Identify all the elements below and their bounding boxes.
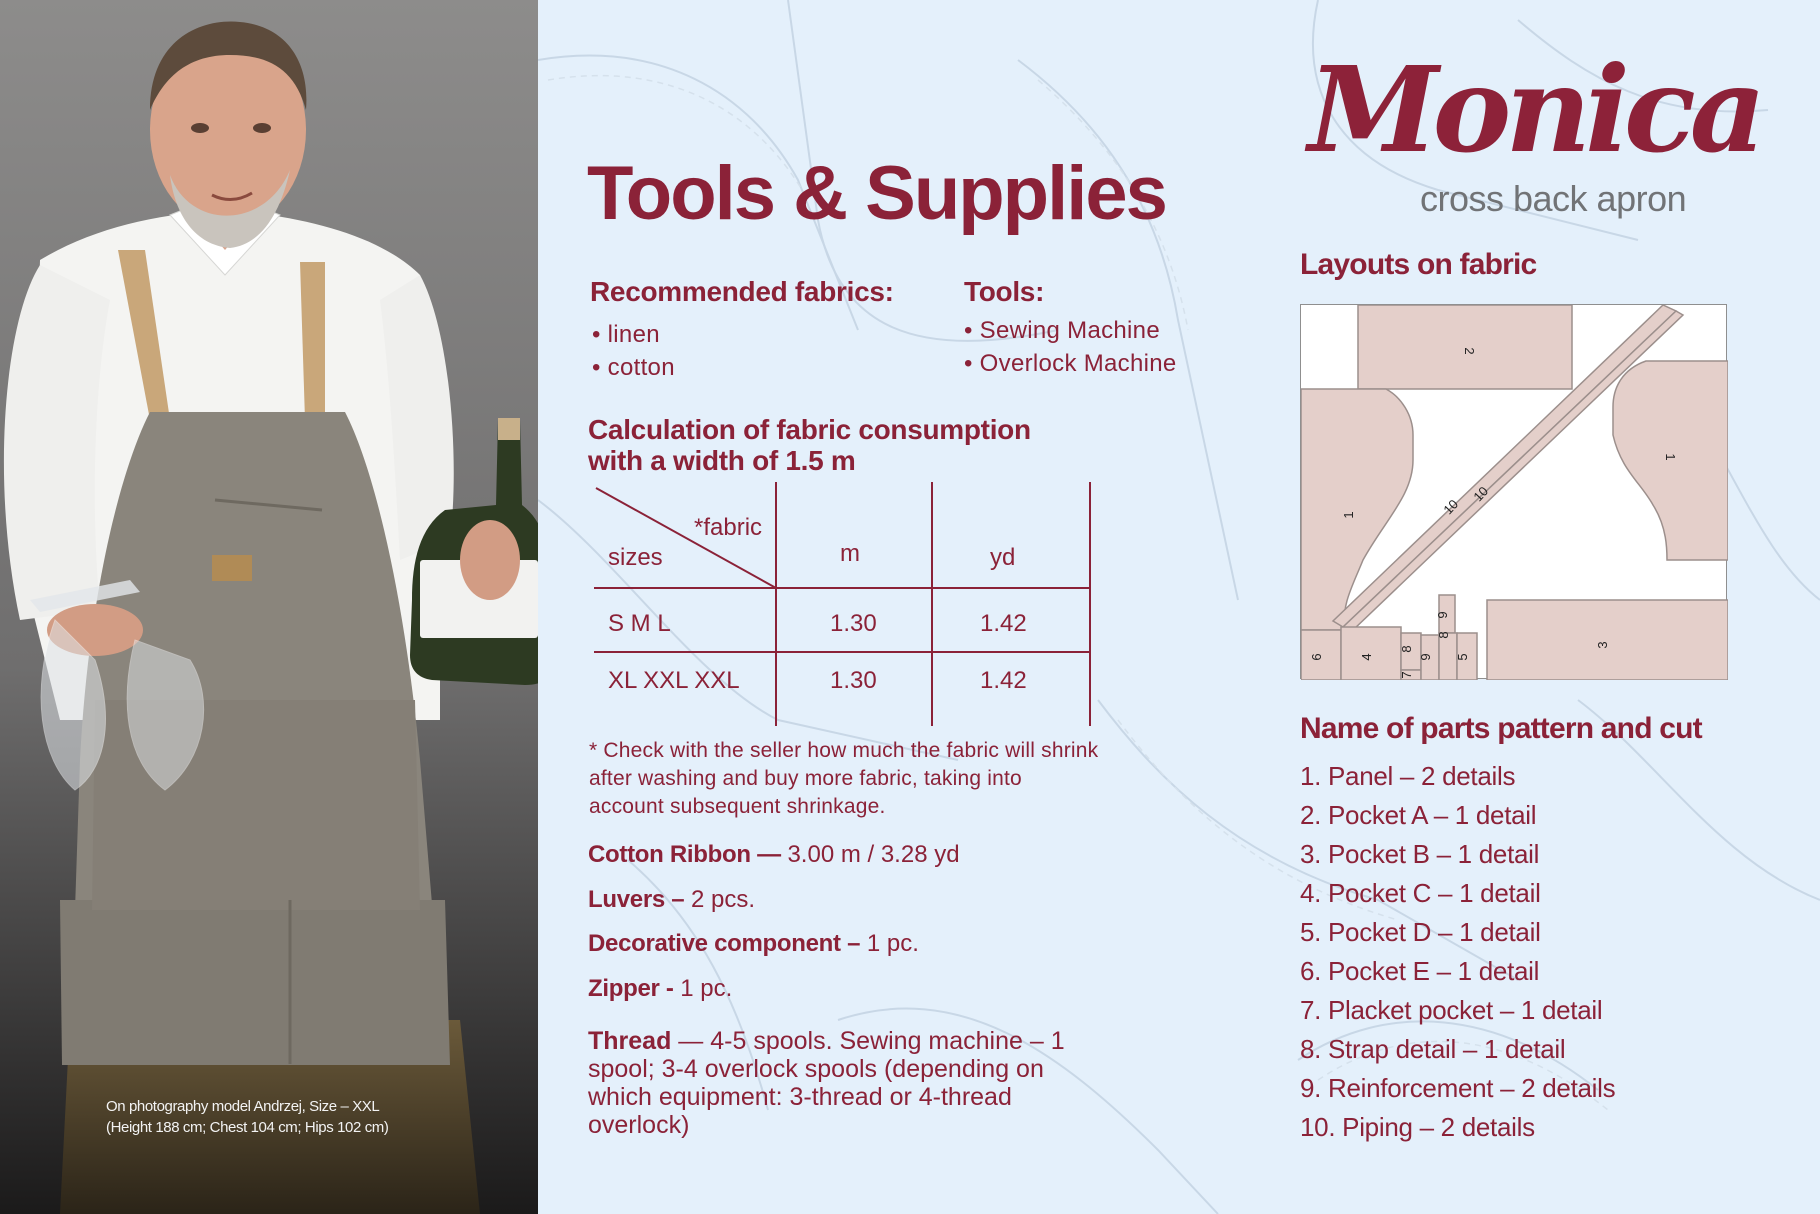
layout-heading: Layouts on fabric: [1300, 248, 1537, 281]
layout-pieces: [1301, 305, 1728, 680]
parts-list-item: 4. Pocket C – 1 detail: [1300, 878, 1541, 908]
parts-list-item: 9. Reinforcement – 2 details: [1300, 1073, 1616, 1103]
table-corner-fabric: *fabric: [694, 514, 763, 541]
parts-list-item: 8. Strap detail – 1 detail: [1300, 1034, 1566, 1064]
layout-label: 7: [1399, 671, 1414, 679]
material-luvers: [588, 886, 755, 914]
calculation-heading-line2: with a width of 1.5 m: [588, 445, 856, 476]
fabrics-list: [592, 318, 675, 384]
layout-label: 2: [1462, 347, 1477, 355]
layout-label: 8: [1399, 645, 1414, 653]
apron-model-illustration: [0, 0, 538, 1214]
page-title: Tools & Supplies: [587, 151, 1166, 236]
parts-list: [1300, 757, 1615, 1147]
photo-caption: [106, 1096, 436, 1138]
table-row-size: XL XXL XXL: [608, 667, 740, 694]
shrinkage-note: * Check with the seller how much the fabric will shrink after washing and buy more fabric, taking into account subsequent shrinkage.: [589, 739, 1099, 818]
parts-list-item: 1. Panel – 2 details: [1300, 761, 1516, 791]
material-name: Thread: [588, 1027, 672, 1055]
layout-label: 10: [1440, 496, 1462, 518]
tool-item: • Overlock Machine: [964, 350, 1177, 377]
material-name: Zipper -: [588, 975, 674, 1002]
layout-label: 6: [1309, 653, 1324, 661]
parts-list-item: 5. Pocket D – 1 detail: [1300, 917, 1541, 947]
layout-label: 3: [1595, 641, 1610, 649]
material-name: Cotton Ribbon —: [588, 841, 781, 868]
layout-label: 10: [1470, 483, 1492, 505]
material-thread: [588, 1027, 1108, 1139]
brand-logo-monica: Monica: [1308, 40, 1761, 179]
parts-list-item: 3. Pocket B – 1 detail: [1300, 839, 1540, 869]
fabric-layout-diagram: [1300, 304, 1727, 679]
model-photo: [0, 0, 538, 1214]
table-row-yd: 1.42: [980, 610, 1027, 637]
material-name: Luvers –: [588, 886, 685, 913]
material-name: Decorative component –: [588, 930, 861, 957]
material-value: 3.00 m / 3.28 yd: [780, 841, 960, 868]
material-value: — 4-5 spools. Sewing machine – 1 spool; 3-4 overlock spools (depending on which equipment: 3-thread or 4-thread overlock): [588, 1027, 1065, 1139]
tools-list: [964, 314, 1177, 380]
fabrics-heading: Recommended fabrics:: [590, 276, 894, 307]
layout-label: 9: [1435, 611, 1450, 619]
fabric-item: • cotton: [592, 354, 675, 381]
parts-list-item: 7. Placket pocket – 1 detail: [1300, 995, 1603, 1025]
table-row-yd: 1.42: [980, 667, 1027, 694]
parts-list-item: 10. Piping – 2 details: [1300, 1112, 1535, 1142]
table-header-m: m: [840, 540, 860, 567]
photo-caption-line1: On photography model Andrzej, Size – XXL: [106, 1098, 380, 1115]
layout-label: 1: [1663, 453, 1678, 461]
parts-list-item: 2. Pocket A – 1 detail: [1300, 800, 1537, 830]
material-value: 1 pc.: [860, 930, 919, 957]
material-value: 1 pc.: [673, 975, 733, 1002]
parts-list-item: 6. Pocket E – 1 detail: [1300, 956, 1540, 986]
calculation-heading-line1: Calculation of fabric consumption: [588, 414, 1031, 445]
table-header-yd: yd: [990, 544, 1016, 571]
calculation-heading: [588, 414, 1031, 476]
layout-label: 5: [1455, 653, 1470, 661]
layout-label: 4: [1359, 653, 1374, 661]
fabric-item: • linen: [592, 321, 660, 348]
table-corner-sizes: sizes: [608, 544, 663, 571]
material-value: 2 pcs.: [684, 886, 756, 913]
material-cotton-ribbon: [588, 841, 960, 869]
fabric-consumption-table: [594, 482, 1094, 727]
brand-logo-subtitle: cross back apron: [1420, 178, 1687, 219]
parts-heading: Name of parts pattern and cut: [1300, 712, 1702, 745]
layout-label: 9: [1418, 653, 1433, 661]
table-row-m: 1.30: [830, 667, 877, 694]
layout-label: 1: [1341, 511, 1356, 519]
layout-label: 8: [1436, 631, 1451, 639]
material-zipper: [588, 975, 732, 1003]
material-decorative-component: [588, 930, 919, 958]
tools-heading: Tools:: [964, 276, 1045, 307]
tool-item: • Sewing Machine: [964, 317, 1160, 344]
table-row-size: S M L: [608, 610, 671, 637]
table-row-m: 1.30: [830, 610, 877, 637]
photo-caption-line2: (Height 188 cm; Chest 104 cm; Hips 102 cm): [106, 1119, 389, 1136]
